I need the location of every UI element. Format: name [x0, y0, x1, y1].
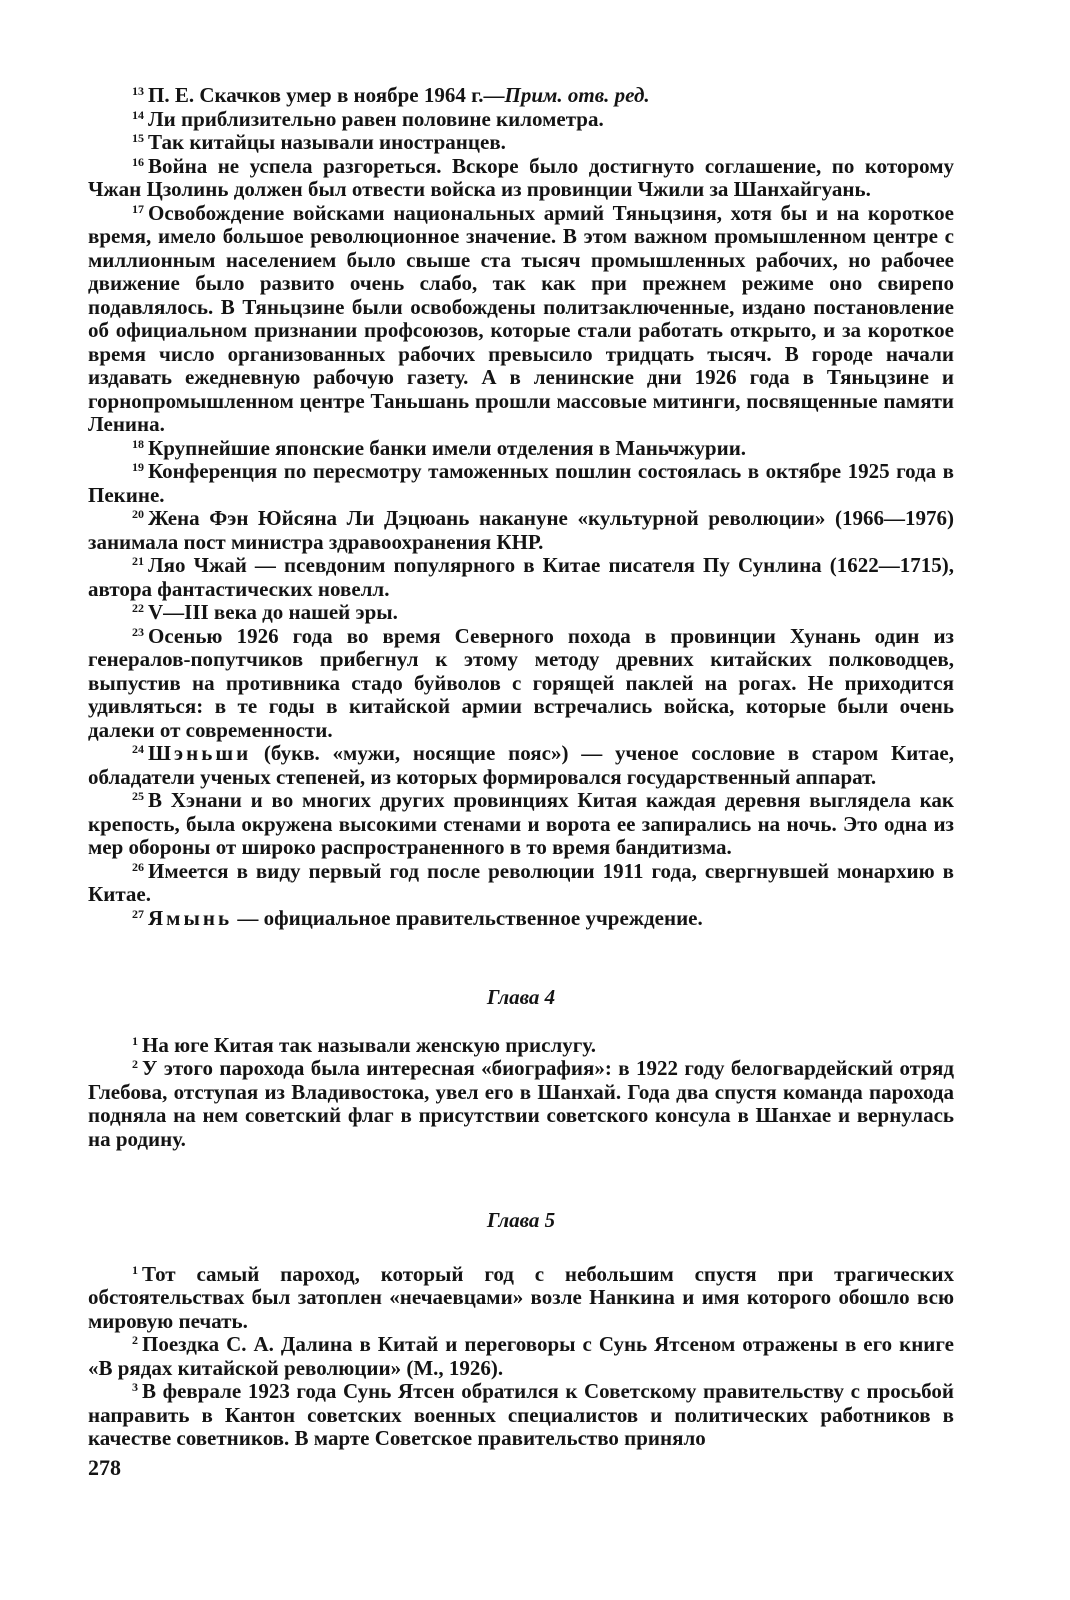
- footnote-20: [88, 507, 954, 554]
- footnote-22: [88, 601, 954, 625]
- chapter-5-heading: Глава 5: [486, 1208, 556, 1232]
- footnote-17: [88, 202, 954, 437]
- footnote-text: П. Е. Скачков умер в ноябре 1964 г.—: [148, 83, 505, 107]
- footnote-number: 18: [132, 436, 144, 451]
- footnote-number: 13: [132, 84, 144, 98]
- footnote-21: [88, 554, 954, 601]
- footnote-26: [88, 860, 954, 907]
- ch5-footnote-2: [88, 1333, 954, 1380]
- term-spaced: Ямынь: [148, 905, 233, 930]
- footnote-text: У этого парохода была интересная «биография»: в 1922 году белогвардейский отряд Глебова, отступая из Владивостока, увел его в Шанхай. Года два спустя команда парохода подняла на нем советский флаг в присутствии советского консула в Шанхае и вернулась на родину.: [88, 1056, 954, 1151]
- footnote-number: 3: [132, 1380, 138, 1394]
- footnote-number: 23: [132, 624, 144, 639]
- footnote-number: 2: [132, 1333, 138, 1347]
- footnote-number: 21: [132, 554, 144, 568]
- editor-note: Прим. отв. ред.: [504, 83, 650, 107]
- footnote-number: 1: [132, 1262, 138, 1277]
- footnote-13: [88, 84, 954, 108]
- ch5-footnote-3: [88, 1380, 954, 1451]
- footnote-number: 15: [132, 131, 144, 145]
- footnote-text: — официальное правительственное учреждение.: [232, 905, 703, 930]
- footnote-text: В Хэнани и во многих других провинциях Китая каждая деревня выглядела как крепость, была окружена высокими стенами и ворота ее запирались на ночь. Это одна из мер обороны от широко распространенного в то время бандитизма.: [88, 788, 954, 859]
- footnote-23: [88, 625, 954, 743]
- footnote-text: Тот самый пароход, который год с небольшим спустя при трагических обстоятельствах был затоплен «нечаевцами» возле Нанкина и имя которого обошло всю мировую печать.: [88, 1261, 954, 1333]
- footnote-number: 2: [132, 1057, 138, 1071]
- footnote-number: 20: [132, 507, 144, 521]
- footnote-text: (букв. «мужи, носящие пояс») — ученое сословие в старом Китае, обладатели ученых степеней, из которых формировался государственный аппарат.: [88, 741, 954, 789]
- footnote-text: V—III века до нашей эры.: [148, 600, 398, 624]
- footnote-text: Освобождение войсками национальных армий Тяньцзиня, хотя бы и на короткое время, имело большое революционное значение. В этом важном промышленном центре с миллионным населением было свыше ста тысяч промышленных рабочих, но рабочее движение было развито очень слабо, так как при прежнем режиме оно свирепо подавлялось. В Тяньцзине были освобождены политзаключенные, издано постановление об официальном признании профсоюзов, которые стали работать открыто, и за короткое время число организованных рабочих превысило тридцать тысяч. В городе начали издавать ежедневную рабочую газету. А в ленинские дни 1926 года в Тяньцзине и горнопромышленном центре Таньшань прошли массовые митинги, посвященные памяти Ленина.: [88, 200, 954, 436]
- footnote-14: [88, 108, 954, 132]
- footnote-text: Ли приблизительно равен половине километра.: [148, 106, 604, 131]
- ch4-footnote-2: [88, 1057, 954, 1151]
- footnote-text: Так китайцы называли иностранцев.: [148, 130, 506, 154]
- footnote-number: 25: [132, 789, 144, 803]
- footnotes-page: [88, 84, 954, 1451]
- footnote-27: [88, 907, 954, 931]
- footnote-18: [88, 437, 954, 461]
- footnote-16: [88, 155, 954, 202]
- ch5-footnote-1: [88, 1263, 954, 1334]
- footnote-number: 17: [132, 201, 144, 216]
- footnote-text: На юге Китая так называли женскую прислугу.: [142, 1032, 596, 1057]
- footnote-text: Ляо Чжай — псевдоним популярного в Китае писателя Пу Сунлина (1622—1715), автора фантастических новелл.: [88, 553, 954, 601]
- term-spaced: Шэньши: [148, 741, 252, 765]
- page-number: 278: [88, 1455, 121, 1480]
- footnote-number: 16: [132, 154, 144, 169]
- ch4-footnote-1: [88, 1034, 954, 1058]
- footnote-number: 22: [132, 601, 144, 615]
- footnote-text: В феврале 1923 года Сунь Ятсен обратился к Советскому правительству с просьбой направить в Кантон советских военных специалистов и политических работников в качестве советников. В марте Советское правительство приняло: [88, 1379, 954, 1450]
- footnote-text: Война не успела разгореться. Вскоре было достигнуто соглашение, по которому Чжан Цзолинь должен был отвести войска из провинции Чжили за Шанхайгуань.: [88, 153, 954, 201]
- footnote-19: [88, 460, 954, 507]
- footnote-text: Жена Фэн Юйсяна Ли Дэцюань накануне «культурной революции» (1966—1976) занимала пост министра здравоохранения КНР.: [88, 506, 954, 554]
- footnote-text: Имеется в виду первый год после революции 1911 года, свергнувшей монархию в Китае.: [88, 858, 954, 906]
- footnote-15: [88, 131, 954, 155]
- footnote-text: Осенью 1926 года во время Северного похода в провинции Хунань один из генералов-попутчиков прибегнул к этому методу древних китайских полководцев, выпустив на противника стадо буйволов с горящей паклей на рогах. Не приходится удивляться: в те годы в китайской армии встречались войска, которые были очень далеки от современности.: [88, 623, 954, 742]
- chapter-4-heading: Глава 4: [486, 985, 556, 1009]
- footnote-number: 24: [132, 742, 144, 756]
- footnote-number: 19: [132, 460, 144, 474]
- footnote-number: 27: [132, 906, 144, 921]
- footnote-text: Конференция по пересмотру таможенных пошлин состоялась в октябре 1925 года в Пекине.: [88, 459, 954, 507]
- footnote-number: 26: [132, 859, 144, 874]
- footnote-number: 14: [132, 107, 144, 122]
- footnote-text: Поездка С. А. Далина в Китай и переговоры с Сунь Ятсеном отражены в его книге «В рядах китайской революции» (М., 1926).: [88, 1332, 954, 1380]
- footnote-text: Крупнейшие японские банки имели отделения в Маньчжурии.: [148, 435, 747, 460]
- footnote-number: 1: [132, 1033, 138, 1048]
- footnote-25: [88, 789, 954, 860]
- footnote-24: [88, 742, 954, 789]
